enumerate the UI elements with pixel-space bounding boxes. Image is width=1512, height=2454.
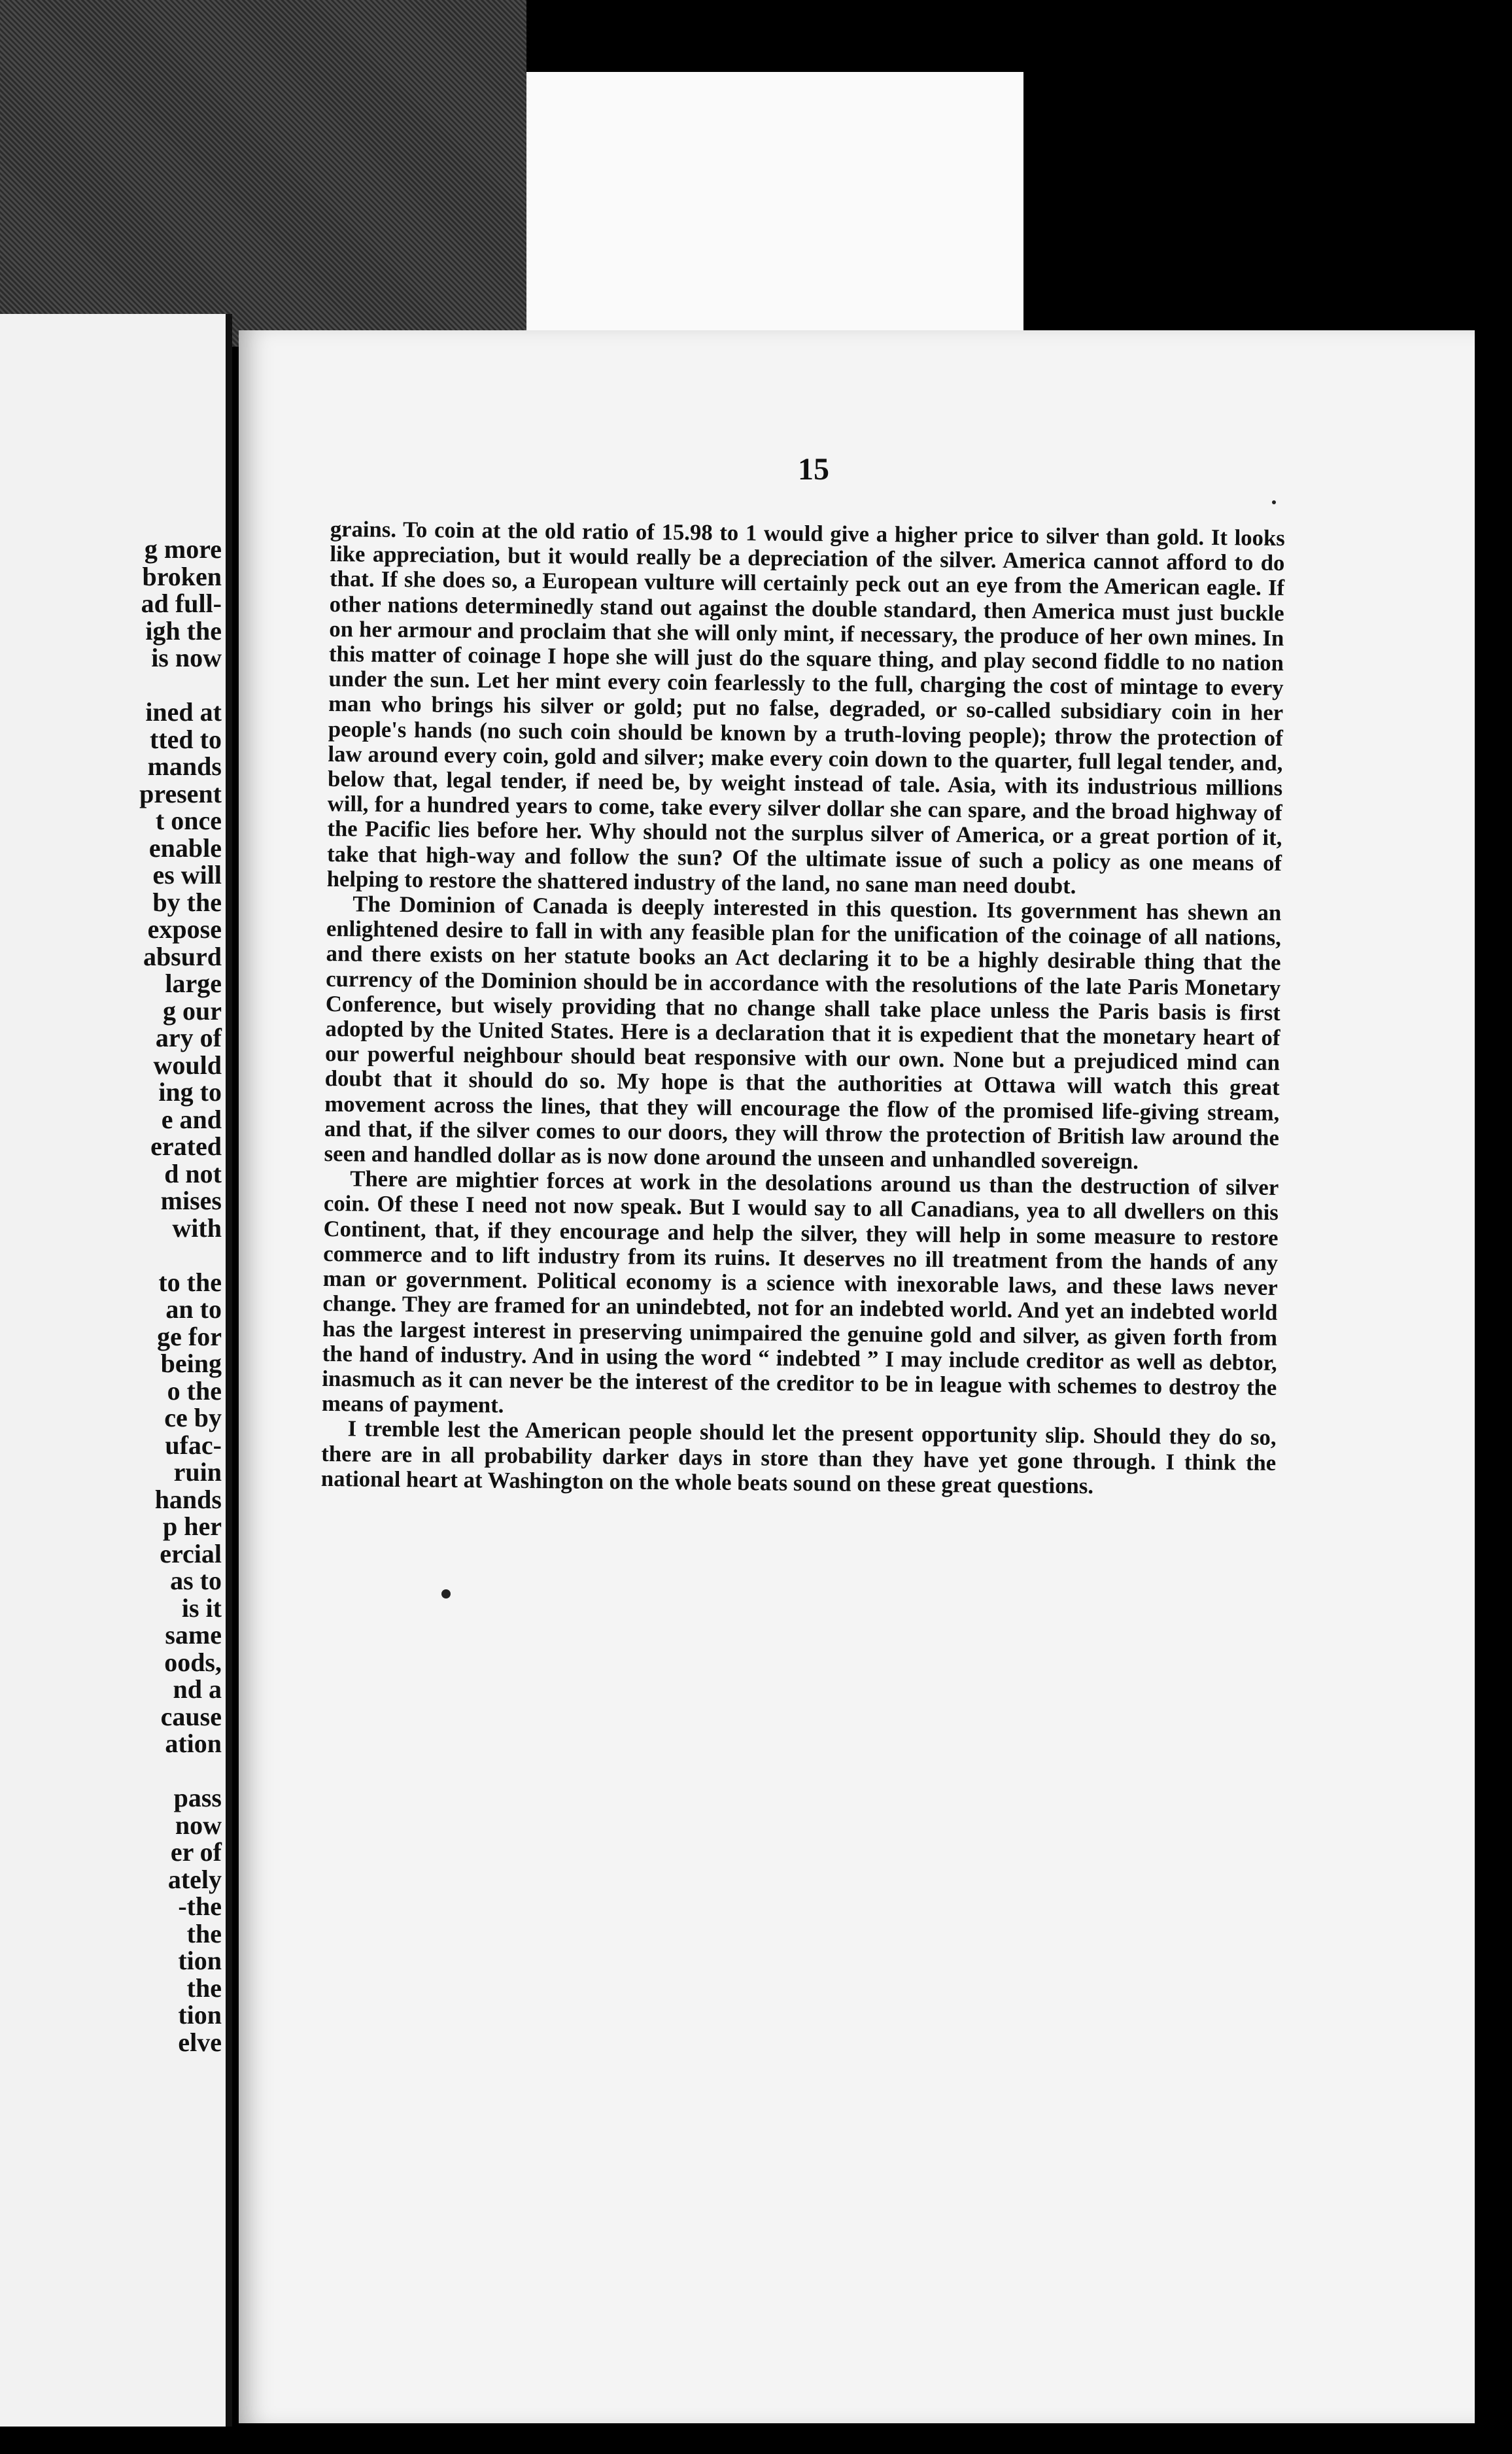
page-speck — [1272, 500, 1276, 504]
paragraph-1: grains. To coin at the old ratio of 15.98 to 1 would give a higher price to silver than gold. It looks like appreciation, but it would really be a depreciation of the silver. America cannot afford to do that. If she does so, a European vulture will certainly peck out an eye from the American eagle. If other nations determinedly stand out against the double standard, then America must just buckle on her armour and proclaim that she will only mint, if necessary, the produce of her own mines. In this matter of coinage I hope she will just do the square thing, and play second fiddle to no nation under the sun. Let her mint every coin fearlessly to the full, charging the cost of mintage to every man who brings his silver or gold; put no false, degraded, or so-called subsidiary coin in her people's hands (no such coin should be known by a truth-loving people); throw the protection of law around every coin, gold and silver; make every coin down to the quarter, full legal tender, and, below that, legal tender, if need be, by weight instead of tale. Asia, with its industrious millions will, for a hundred years to come, take every silver dollar she can spare, and the broad highway of the Pacific lies before her. Why should not the surplus silver of America, or a great portion of it, take that high-way and follow the sun? Of the ultimate issue of such a policy as one means of helping to restore the shattered industry of the land, no sane man need doubt. — [326, 516, 1285, 899]
left-page-line: same — [165, 1620, 222, 1650]
left-page-line: elve — [178, 2027, 222, 2057]
left-page-line: would — [153, 1050, 222, 1080]
left-page-line: as to — [170, 1566, 222, 1595]
left-page-line: ercial — [160, 1538, 222, 1568]
paragraph-4: I tremble lest the American people should let the present opportunity slip. Should they do so, there are in all probability darker days in store than they have yet gone through. I think the national heart at Washington on the whole beats sound on these great questions. — [320, 1415, 1277, 1498]
left-page-line: broken — [142, 561, 222, 591]
left-page-line: with — [172, 1213, 222, 1243]
left-page-line: ad full- — [141, 589, 222, 618]
left-page-line: es will — [152, 860, 222, 890]
spine-speck — [441, 1589, 451, 1599]
left-page-line: igh the — [145, 615, 222, 646]
left-page-line: o the — [167, 1375, 222, 1406]
left-page-line: expose — [147, 914, 222, 944]
left-page-line: ruin — [173, 1457, 222, 1487]
left-page-line: ce by — [164, 1403, 222, 1432]
left-page-line: ately — [167, 1864, 222, 1894]
left-page-line: to the — [158, 1267, 222, 1297]
left-page-line: being — [160, 1349, 222, 1378]
left-page-line: now — [175, 1810, 222, 1840]
left-page-line: the — [186, 1973, 222, 2003]
left-page-line: tted to — [150, 724, 222, 754]
left-page-line: ge for — [157, 1321, 222, 1351]
left-page-line: an to — [165, 1294, 222, 1324]
left-page-line: e and — [161, 1104, 222, 1134]
paragraph-2: The Dominion of Canada is deeply interested in this question. Its government has shewn an enlightened desire to fall in with any feasible plan for the unification of the coinage of all nations, and there exists on her statute books an Act declaring it to be a highly desirable thing that the currency of the Dominion should be in accordance with the resolutions of the late Paris Monetary Conference, but wisely providing that no change shall take place unless the Paris basis is first adopted by the United States. Here is a declaration that it is expedient that the monetary heart of our powerful neighbour should beat responsive with our own. None but a prejudiced mind can doubt that it should do so. My hope is that the authorities at Ottawa will watch this great movement across the lines, that they will encourage the flow of the promised life-giving stream, and that, if the silver comes to our doors, they will throw the protection of British law around the seen and handled dollar as is now done around the unseen and unhandled sovereign. — [324, 891, 1282, 1174]
left-page-line: erated — [150, 1132, 222, 1161]
left-page-line: pass — [173, 1783, 222, 1812]
left-page-line: is now — [151, 643, 222, 672]
left-page-line: tion — [178, 2000, 222, 2030]
backing-sheet — [526, 72, 1023, 347]
left-page-line: p her — [163, 1512, 222, 1541]
left-page-line: er of — [170, 1837, 222, 1867]
left-page-line: cause — [160, 1701, 222, 1731]
left-page-line: present — [139, 778, 222, 808]
left-page-line: hands — [154, 1484, 222, 1514]
left-page-line: oods, — [164, 1647, 222, 1677]
left-page-line: enable — [148, 833, 222, 863]
left-page-line: g more — [144, 534, 222, 564]
left-page-line: ation — [165, 1729, 222, 1758]
paragraph-3: There are mightier forces at work in the desolations around us than the destruction of silver coin. Of these I need not now speak. But I would say to all Canadians, yea to all dwellers on this Continent, that, if they encourage and help the silver, they will help in some measure to restore commerce and to lift industry from its ruins. It deserves no ill treatment from the hands of any man or government. Political economy is a science with inexorable laws, and these laws never change. They are framed for an unindebted, not for an indebted world. And yet an indebted world has the largest interest in preserving unimpaired the genuine gold and silver, as given forth from the hand of industry. And in using the word “ indebted ” I may include creditor as well as debtor, inasmuch as it can never be the interest of the creditor to be in league with schemes to destroy the means of payment. — [321, 1166, 1279, 1418]
left-page-line: mises — [160, 1186, 222, 1215]
page-number: 15 — [798, 452, 829, 487]
left-page-line: d not — [164, 1158, 222, 1188]
left-page-line: ined at — [145, 697, 222, 727]
left-page-line: ing to — [158, 1077, 222, 1107]
left-page-line: ufac- — [165, 1430, 222, 1460]
left-page-line: ary of — [155, 1023, 222, 1052]
left-page-line: -the — [178, 1892, 222, 1921]
left-page-line: absurd — [143, 941, 222, 971]
page-body-text — [321, 517, 1285, 1500]
left-page-line: large — [165, 969, 222, 998]
left-page-line: mands — [147, 752, 222, 781]
left-page-line: g our — [163, 995, 222, 1026]
left-page-line: tion — [178, 1946, 222, 1975]
left-page-line: the — [186, 1918, 222, 1948]
left-page-line: by the — [152, 887, 222, 917]
left-page-line: is it — [181, 1593, 222, 1623]
book-cover-edge — [0, 0, 526, 347]
left-page-line: t once — [155, 806, 222, 835]
left-page-line: nd a — [173, 1674, 222, 1704]
left-page — [0, 314, 232, 2427]
